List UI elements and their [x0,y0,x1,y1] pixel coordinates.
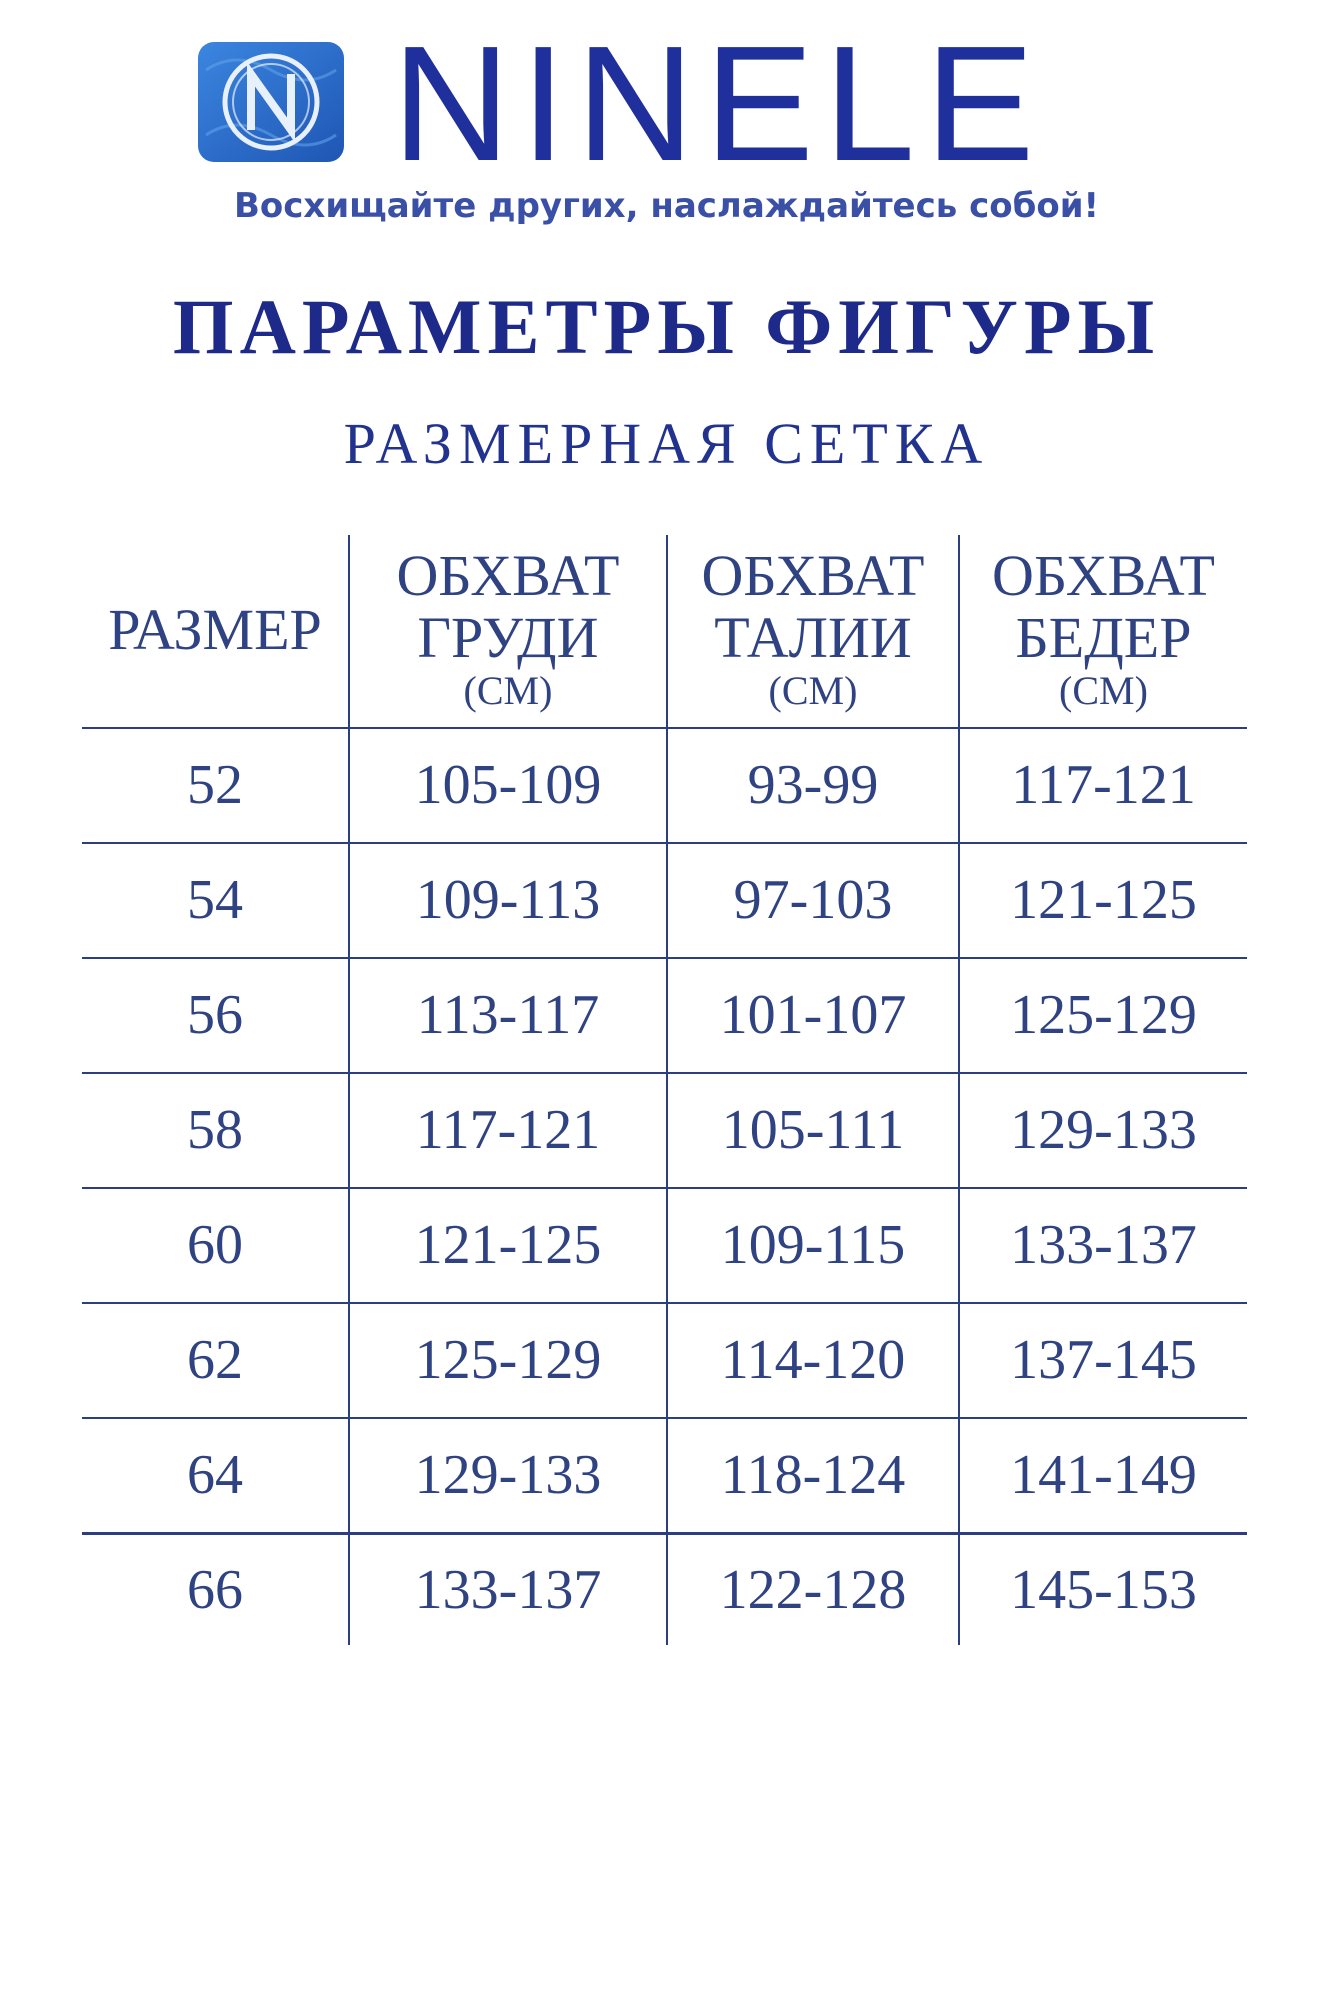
cell-hips: 125-129 [1010,983,1197,1046]
cell-hips: 129-133 [1010,1098,1197,1161]
header-size [82,535,348,727]
cell-size: 66 [187,1558,243,1621]
header-hips-line1: ОБХВАТ [992,543,1215,608]
header-waist-unit: (СМ) [768,668,858,713]
cell-chest: 105-109 [414,753,602,816]
cell-hips: 145-153 [1010,1558,1197,1621]
header-hips-line2: БЕДЕР [1015,605,1192,670]
cell-size: 58 [187,1098,243,1161]
cell-chest: 129-133 [414,1443,602,1506]
page-subtitle: РАЗМЕРНАЯ СЕТКА [343,411,990,476]
cell-waist: 101-107 [719,983,907,1046]
cell-waist: 93-99 [747,753,879,816]
header-hips-unit: (СМ) [1059,668,1148,713]
cell-hips: 141-149 [1010,1443,1197,1506]
cell-hips: 137-145 [1010,1328,1197,1391]
brand-name: NINELE [392,12,1045,195]
brand-logo [196,12,1196,195]
size-chart-table [82,535,1247,1645]
header-waist-line1: ОБХВАТ [701,543,925,608]
brand-slogan: Восхищайте других, наслаждайтесь собой! [233,186,1100,226]
header-chest [350,535,666,727]
cell-chest: 113-117 [416,983,600,1046]
header-chest-line1: ОБХВАТ [396,543,620,608]
cell-hips: 133-137 [1010,1213,1197,1276]
cell-size: 62 [187,1328,243,1391]
cell-waist: 97-103 [733,868,893,931]
cell-waist: 105-111 [721,1098,905,1161]
header-chest-line2: ГРУДИ [417,605,599,670]
header-hips [960,535,1247,727]
cell-size: 64 [187,1443,243,1506]
cell-waist: 114-120 [720,1328,906,1391]
cell-size: 60 [187,1213,243,1276]
page-title: ПАРАМЕТРЫ ФИГУРЫ [172,283,1161,370]
cell-chest: 125-129 [414,1328,602,1391]
cell-chest: 117-121 [415,1098,601,1161]
cell-hips: 121-125 [1010,868,1197,931]
cell-size: 52 [187,753,243,816]
cell-size: 56 [187,983,243,1046]
cell-chest: 133-137 [414,1558,602,1621]
cell-waist: 122-128 [719,1558,907,1621]
header-waist [668,535,958,727]
ninele-n-badge-icon [196,40,346,164]
cell-chest: 121-125 [414,1213,602,1276]
header-size-label: РАЗМЕР [108,597,322,662]
cell-hips: 117-121 [1011,753,1196,816]
cell-waist: 109-115 [720,1213,906,1276]
cell-size: 54 [187,868,243,931]
cell-chest: 109-113 [415,868,601,931]
header-waist-line2: ТАЛИИ [714,605,912,670]
header-chest-unit: (СМ) [463,668,553,713]
cell-waist: 118-124 [720,1443,906,1506]
